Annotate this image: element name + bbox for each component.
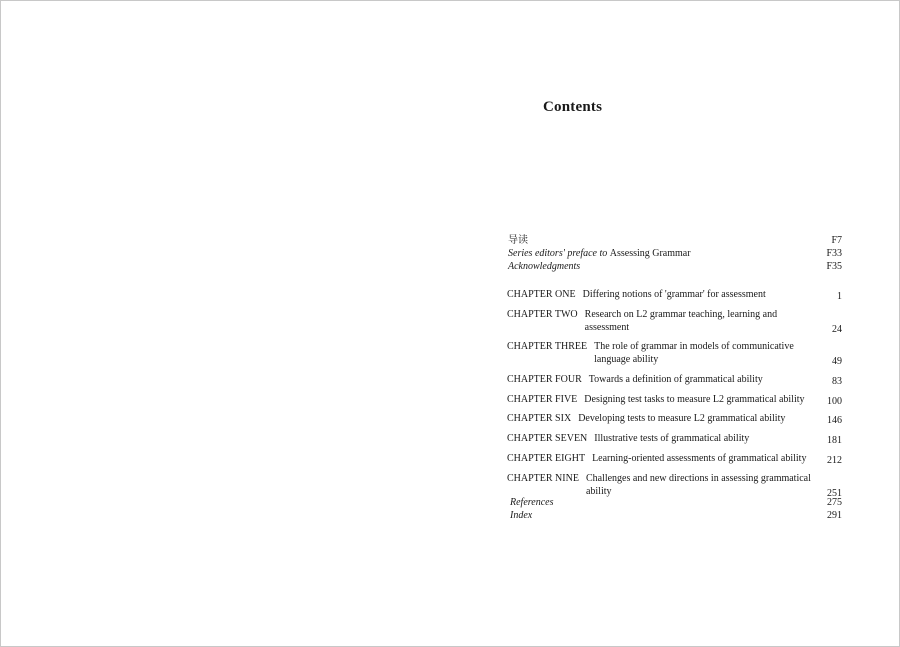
front-matter-item xyxy=(508,247,842,260)
chapter-entry xyxy=(507,393,842,406)
chapter-title: Designing test tasks to measure L2 grammatical ability xyxy=(584,393,805,405)
chapter-label: CHAPTER TWO xyxy=(507,308,578,320)
chapter-title: Learning-oriented assessments of grammatical ability xyxy=(592,452,807,464)
chapter-label: CHAPTER SIX xyxy=(507,413,572,425)
chapter-page: 24 xyxy=(832,323,842,335)
chapter-entry xyxy=(507,308,842,334)
chapter-entry xyxy=(507,340,842,366)
front-matter-page: F35 xyxy=(826,261,842,272)
chapter-entry xyxy=(507,472,842,498)
front-matter-title-group xyxy=(508,247,691,260)
chapter-page: 49 xyxy=(832,356,842,368)
back-matter-title: Index xyxy=(510,510,533,521)
chapter-label: CHAPTER SEVEN xyxy=(507,433,588,445)
chapter-page: 181 xyxy=(827,435,842,447)
front-matter-item xyxy=(508,260,842,273)
chapter-title: Differing notions of 'grammar' for assessment xyxy=(582,289,766,300)
chapter-entry xyxy=(507,288,842,301)
chapter-label: CHAPTER ONE xyxy=(507,289,576,300)
chapter-page: 1 xyxy=(837,291,842,302)
front-matter-title: 导读 xyxy=(508,235,528,246)
chapter-label: CHAPTER NINE xyxy=(507,472,579,484)
back-matter-page: 275 xyxy=(827,497,842,508)
chapter-title: Towards a definition of grammatical ability xyxy=(588,374,763,386)
front-matter-item xyxy=(508,234,842,247)
front-matter-title: Series editors' preface to xyxy=(508,248,610,259)
chapter-title: Illustrative tests of grammatical ability xyxy=(594,433,750,445)
chapter-page: 83 xyxy=(832,376,842,388)
chapter-page: 251 xyxy=(827,487,842,499)
chapter-title: Challenges and new directions in assessing grammatical ability xyxy=(585,472,811,497)
contents-heading: Contents xyxy=(543,99,603,115)
chapter-title: Developing tests to measure L2 grammatical ability xyxy=(578,413,786,425)
front-matter-title-book: Assessing Grammar xyxy=(609,248,691,259)
chapter-label: CHAPTER FOUR xyxy=(507,374,582,386)
chapter-entry xyxy=(507,373,842,386)
chapter-page: 146 xyxy=(827,415,842,427)
chapter-entry xyxy=(507,432,842,445)
chapter-page: 212 xyxy=(827,454,842,466)
back-matter-page: 291 xyxy=(827,510,842,521)
front-matter-title: Acknowledgments xyxy=(508,261,581,272)
chapter-label: CHAPTER EIGHT xyxy=(507,452,586,464)
back-matter-item xyxy=(510,509,842,522)
back-matter-title: References xyxy=(510,497,554,508)
chapter-label: CHAPTER THREE xyxy=(507,341,588,353)
back-matter-item xyxy=(510,496,842,509)
front-matter-page: F33 xyxy=(826,248,842,259)
front-matter-list xyxy=(508,234,842,273)
chapter-page: 100 xyxy=(827,395,842,407)
chapter-entry xyxy=(507,452,842,465)
chapter-entry xyxy=(507,412,842,425)
chapter-label: CHAPTER FIVE xyxy=(507,393,578,405)
chapter-list xyxy=(507,288,842,504)
chapter-title: Research on L2 grammar teaching, learning and assessment xyxy=(584,308,778,333)
chapter-title: The role of grammar in models of communicative language ability xyxy=(594,341,794,366)
back-matter-list xyxy=(510,496,842,522)
front-matter-page: F7 xyxy=(831,235,842,246)
